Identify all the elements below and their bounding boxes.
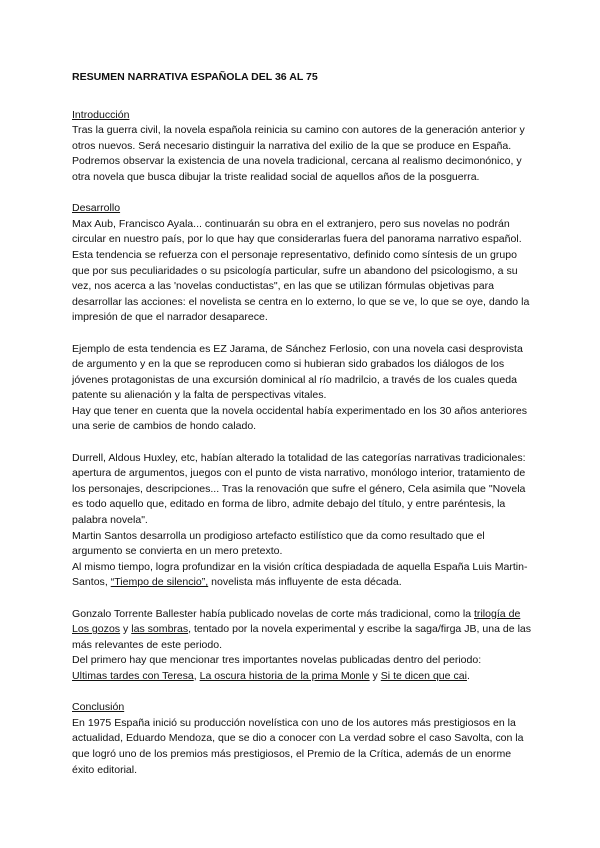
desarrollo-paragraph-7	[72, 560, 532, 591]
desarrollo-paragraph-2: Esta tendencia se refuerza con el personaje representativo, definido como síntesis de un grupo que por sus peculiaridades o su psicología particular, sufre un abandono del psicologismo, a su vez, nos acerca a las 'novelas conductistas", en las que se utilizan fórmulas objetivas para desarrollar las acciones: el novelista se centra en lo externo, lo que se ve, lo que se oye, dando la impresión de que el narrador desaparece.	[72, 248, 530, 324]
spacer	[72, 186, 532, 202]
desarrollo-paragraph-4: Hay que tener en cuenta que la novela occidental había experimentado en los 30 años anteriores una serie de cambios de hondo calado.	[72, 404, 527, 433]
desarrollo-paragraph-3: Ejemplo de esta tendencia es EZ Jarama, de Sánchez Ferlosio, con una novela casi desprovista de argumento y en la que se reproducen como si hubieran sido grabados los diálogos de los jóvenes protagonistas de una excursión dominical al río madrilcio, a través de los cuales queda patente su alienación y la falta de perspectivas vitales.	[72, 342, 523, 402]
conclusion-paragraph: En 1975 España inició su producción novelística con uno de los autores más prestigiosos en la actualidad, Eduardo Mendoza, que se dio a conocer con La verdad sobre el caso Savolta, con la que logró uno de los premios más prestigiosos, el Premio de la Crítica, además de un enorme éxito editorial.	[72, 716, 524, 776]
paragraph-text: Al mismo tiempo, logra profundizar en la visión crítica despiadada de aquella España Luis Martin-Santos,	[72, 560, 528, 589]
link-ultimas-tardes-con-teresa[interactable]: Ultimas tardes con Teresa	[72, 669, 194, 682]
document-title: RESUMEN NARRATIVA ESPAÑOLA DEL 36 AL 75	[72, 71, 318, 83]
intro-paragraph: Tras la guerra civil, la novela española reinicia su camino con autores de la generación anterior y otros nuevos. Será necesario distinguir la narrativa del exilio de la que se produce en España. Podremos observar la existencia de una novela tradicional, cercana al realismo decimonónico, y otra novela que busca dibujar la triste realidad social de aquellos años de la posguerra.	[72, 124, 525, 183]
paragraph-text: y	[369, 669, 381, 682]
desarrollo-paragraph-9: Del primero hay que mencionar tres importantes novelas publicadas dentro del periodo:	[72, 654, 482, 667]
paragraph-text: novelista más influyente de esta década.	[208, 576, 402, 589]
desarrollo-paragraph-1: Max Aub, Francisco Ayala... continuarán su obra en el extranjero, pero sus novelas no podrán circular en nuestro país, por lo que hay que considerarlas fuera del panorama narrativo español.	[72, 217, 522, 246]
desarrollo-paragraph-8	[72, 607, 532, 654]
link-las-sombras[interactable]: las sombras	[131, 623, 189, 636]
desarrollo-paragraph-10	[72, 669, 532, 685]
paragraph-text: .	[466, 669, 470, 682]
link-si-te-dicen-que-cai[interactable]: Si te dicen que cai	[380, 669, 467, 682]
heading-desarrollo: Desarrollo	[72, 202, 121, 215]
link-tiempo-de-silencio[interactable]: “Tiempo de silencio”,	[110, 576, 209, 589]
heading-introduccion: Introducción	[72, 108, 130, 121]
link-la-oscura-historia[interactable]: La oscura historia de la prima Monle	[199, 669, 370, 682]
spacer	[72, 326, 532, 342]
heading-conclusion: Conclusión	[72, 701, 125, 714]
paragraph-text: ,	[193, 669, 200, 682]
spacer	[72, 685, 532, 701]
document-page	[72, 70, 532, 778]
desarrollo-paragraph-6: Martin Santos desarrolla un prodigioso artefacto estilístico que da como resultado que el argumento se convierta en un mero pretexto.	[72, 529, 485, 558]
desarrollo-paragraph-5: Durrell, Aldous Huxley, etc, habían alterado la totalidad de las categorías narrativas tradicionales: apertura de argumentos, juegos con el punto de vista narrativo, monólogo interior, tratamiento de los personajes, descripciones... Tras la renovación que sufre el género, Cela asimila que "Novela es todo aquello que, editado en forma de libro, admite debajo del título, y entre paréntesis, la palabra novela".	[72, 451, 526, 527]
paragraph-text: y	[120, 623, 132, 636]
paragraph-text: , tentado por la novela experimental y escribe la saga/firga JB, una de las más relevantes de este periodo.	[72, 623, 532, 651]
spacer	[72, 435, 532, 451]
paragraph-text: Gonzalo Torrente Ballester había publicado novelas de corte más tradicional, como la	[72, 607, 474, 620]
spacer	[72, 591, 532, 607]
link-trilogia-los-gozos[interactable]: trilogía de Los gozos	[72, 607, 521, 636]
